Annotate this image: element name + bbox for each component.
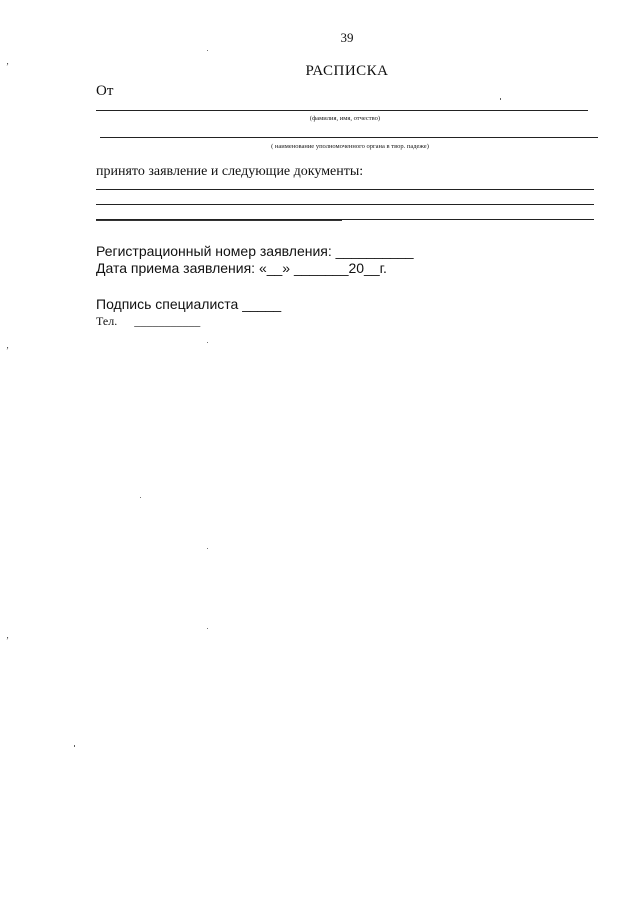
tel-label: Тел. — [96, 314, 118, 328]
receipt-date-label: Дата приема заявления: — [96, 260, 256, 276]
receipt-date-row — [96, 260, 387, 277]
scan-speck — [74, 745, 75, 747]
received-documents-text: принято заявление и следующие документы: — [96, 164, 364, 179]
scan-speck — [140, 497, 141, 498]
organ-caption: ( наименование уполномоченного органа в твор. падеже) — [271, 143, 429, 150]
signature-blank: _____ — [242, 296, 282, 312]
scan-mark-middle: ‚ — [6, 340, 9, 350]
signature-row — [96, 296, 281, 313]
organ-line — [100, 137, 598, 138]
registration-number-blank: __________ — [335, 243, 414, 259]
scan-mark-top: ‚ — [6, 56, 9, 66]
receipt-date-value: «__» _______20__г. — [258, 260, 387, 276]
name-line — [96, 110, 588, 111]
page-number: 39 — [340, 30, 354, 45]
documents-line-4 — [96, 220, 342, 221]
scan-speck — [500, 98, 501, 100]
scan-mark-bottom: ‚ — [6, 630, 9, 640]
from-label: От — [96, 83, 114, 99]
document-title: РАСПИСКА — [305, 63, 389, 79]
registration-number-row — [96, 243, 414, 260]
tel-row — [96, 314, 200, 329]
registration-number-label: Регистрационный номер заявления: — [96, 243, 332, 259]
signature-label: Подпись специалиста — [96, 296, 239, 312]
scan-speck — [207, 628, 208, 629]
scan-speck — [207, 50, 208, 51]
tel-blank: ___________ — [134, 314, 201, 328]
scan-speck — [207, 342, 208, 343]
scan-speck — [207, 548, 208, 549]
documents-line-1 — [96, 189, 594, 190]
name-caption: (фамилия, имя, отчество) — [309, 115, 381, 122]
documents-line-2 — [96, 204, 594, 205]
